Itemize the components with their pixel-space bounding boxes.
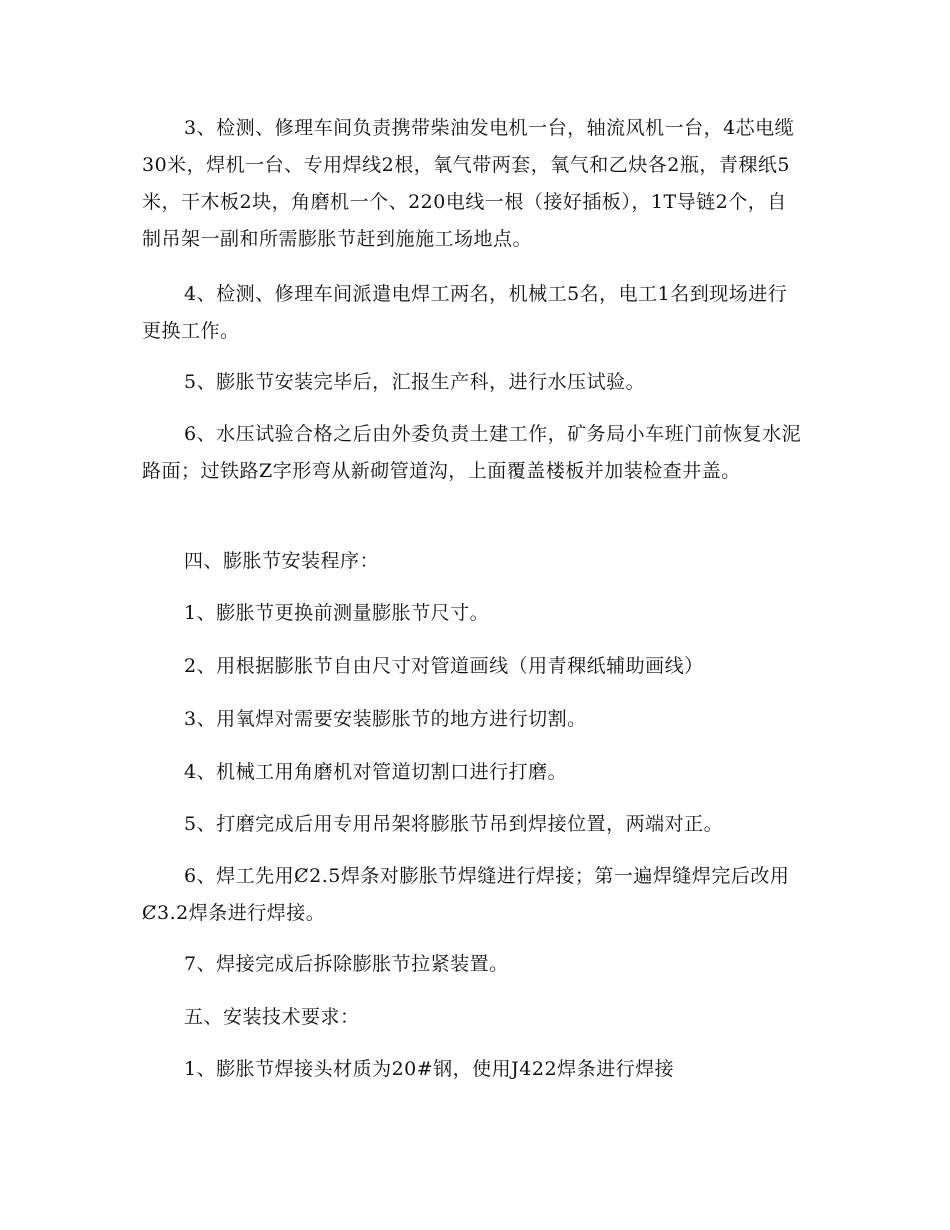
procedure-step-6: 6、焊工先用Ȼ2.5焊条对膨胀节焊缝进行焊接；第一遍焊缝焊完后改用Ȼ3.2焊条进行焊接。 [142, 865, 790, 924]
procedure-step-7: 7、焊接完成后拆除膨胀节拉紧装置。 [184, 953, 509, 975]
section-heading-technical-requirements: 五、安装技术要求： [184, 1006, 360, 1028]
procedure-step-1: 1、膨胀节更换前测量膨胀节尺寸。 [184, 602, 490, 624]
procedure-step-3: 3、用氧焊对需要安装膨胀节的地方进行切割。 [184, 708, 587, 730]
procedure-step-4: 4、机械工用角磨机对管道切割口进行打磨。 [184, 761, 568, 783]
paragraph-equipment-list: 3、检测、修理车间负责携带柴油发电机一台，轴流风机一台，4芯电缆30米，焊机一台、专用焊线2根，氧气带两套，氧气和乙炔各2瓶，青稞纸5米，干木板2块，角磨机一个、220电线一根（接好插板），1T导链2个，自制吊架一副和所需膨胀节赶到施施工场地点。 [142, 117, 795, 250]
section-heading-installation-procedure: 四、膨胀节安装程序： [184, 550, 380, 572]
procedure-step-5: 5、打磨完成后用专用吊架将膨胀节吊到焊接位置，两端对正。 [184, 813, 724, 835]
paragraph-staff-assignment: 4、检测、修理车间派遣电焊工两名，机械工5名，电工1名到现场进行更换工作。 [142, 283, 788, 342]
paragraph-pressure-test: 5、膨胀节安装完毕后，汇报生产科，进行水压试验。 [184, 371, 646, 393]
paragraph-civil-work: 6、水压试验合格之后由外委负责土建工作，矿务局小车班门前恢复水泥路面；过铁路Z字形弯从新砌管道沟，上面覆盖楼板并加装检查井盖。 [142, 423, 802, 482]
technical-requirement-1: 1、膨胀节焊接头材质为20#钢，使用J422焊条进行焊接 [184, 1058, 675, 1080]
procedure-step-2: 2、用根据膨胀节自由尺寸对管道画线（用青稞纸辅助画线） [184, 655, 704, 677]
